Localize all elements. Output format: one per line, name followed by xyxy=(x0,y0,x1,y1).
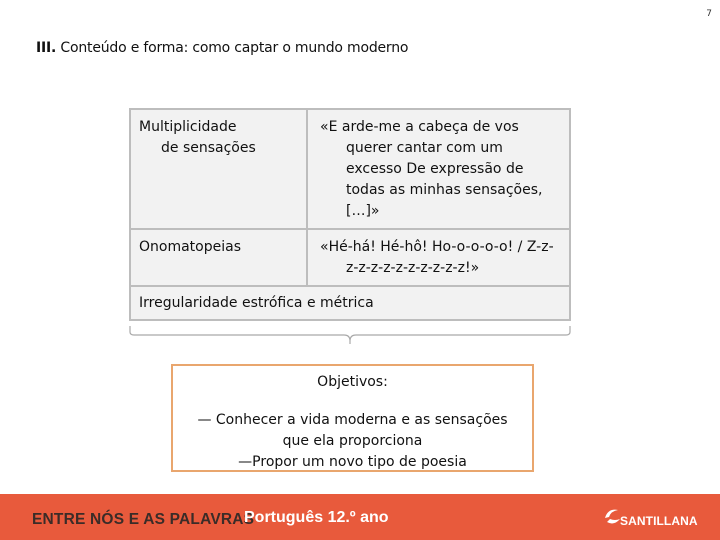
footer-subject: Português 12.º ano xyxy=(244,509,389,526)
objective-line: — Conhecer a vida moderna e as sensações xyxy=(197,412,508,428)
row-quote xyxy=(308,230,569,285)
table-row xyxy=(131,230,569,287)
curly-brace-connector xyxy=(128,324,572,346)
quote-text: «Hé-há! Hé-hô! Ho-o-o-o-o! / Z-z-z-z-z-z-z-z-z-z-z-z!» xyxy=(320,239,554,276)
objectives-box xyxy=(171,364,534,472)
logo-text: SANTILLANA xyxy=(620,514,698,528)
title-text: Conteúdo e forma: como captar o mundo moderno xyxy=(60,40,409,56)
objectives-title: Objetivos: xyxy=(317,374,388,390)
row-label xyxy=(131,110,308,228)
title-roman-numeral: III. xyxy=(36,40,57,56)
row-quote xyxy=(308,110,569,228)
slide-title xyxy=(36,40,408,56)
row-label xyxy=(131,230,308,285)
santillana-logo xyxy=(602,506,698,532)
table-row xyxy=(131,110,569,230)
page-number: 7 xyxy=(706,9,712,19)
row-label-line: Multiplicidade xyxy=(139,119,237,135)
quote-text: «E arde-me a cabeça de vos querer cantar com um excesso De expressão de todas as minhas sensações, […]» xyxy=(320,119,543,219)
objective-line: —Propor um novo tipo de poesia xyxy=(238,454,467,470)
objective-line: que ela proporciona xyxy=(282,433,423,449)
table-full-row: Irregularidade estrófica e métrica xyxy=(139,295,374,311)
row-label-line: de sensações xyxy=(161,140,256,156)
row-label-line: Onomatopeias xyxy=(139,239,241,255)
footer-series-title: ENTRE NÓS E AS PALAVRAS xyxy=(32,511,255,528)
content-table xyxy=(129,108,571,321)
